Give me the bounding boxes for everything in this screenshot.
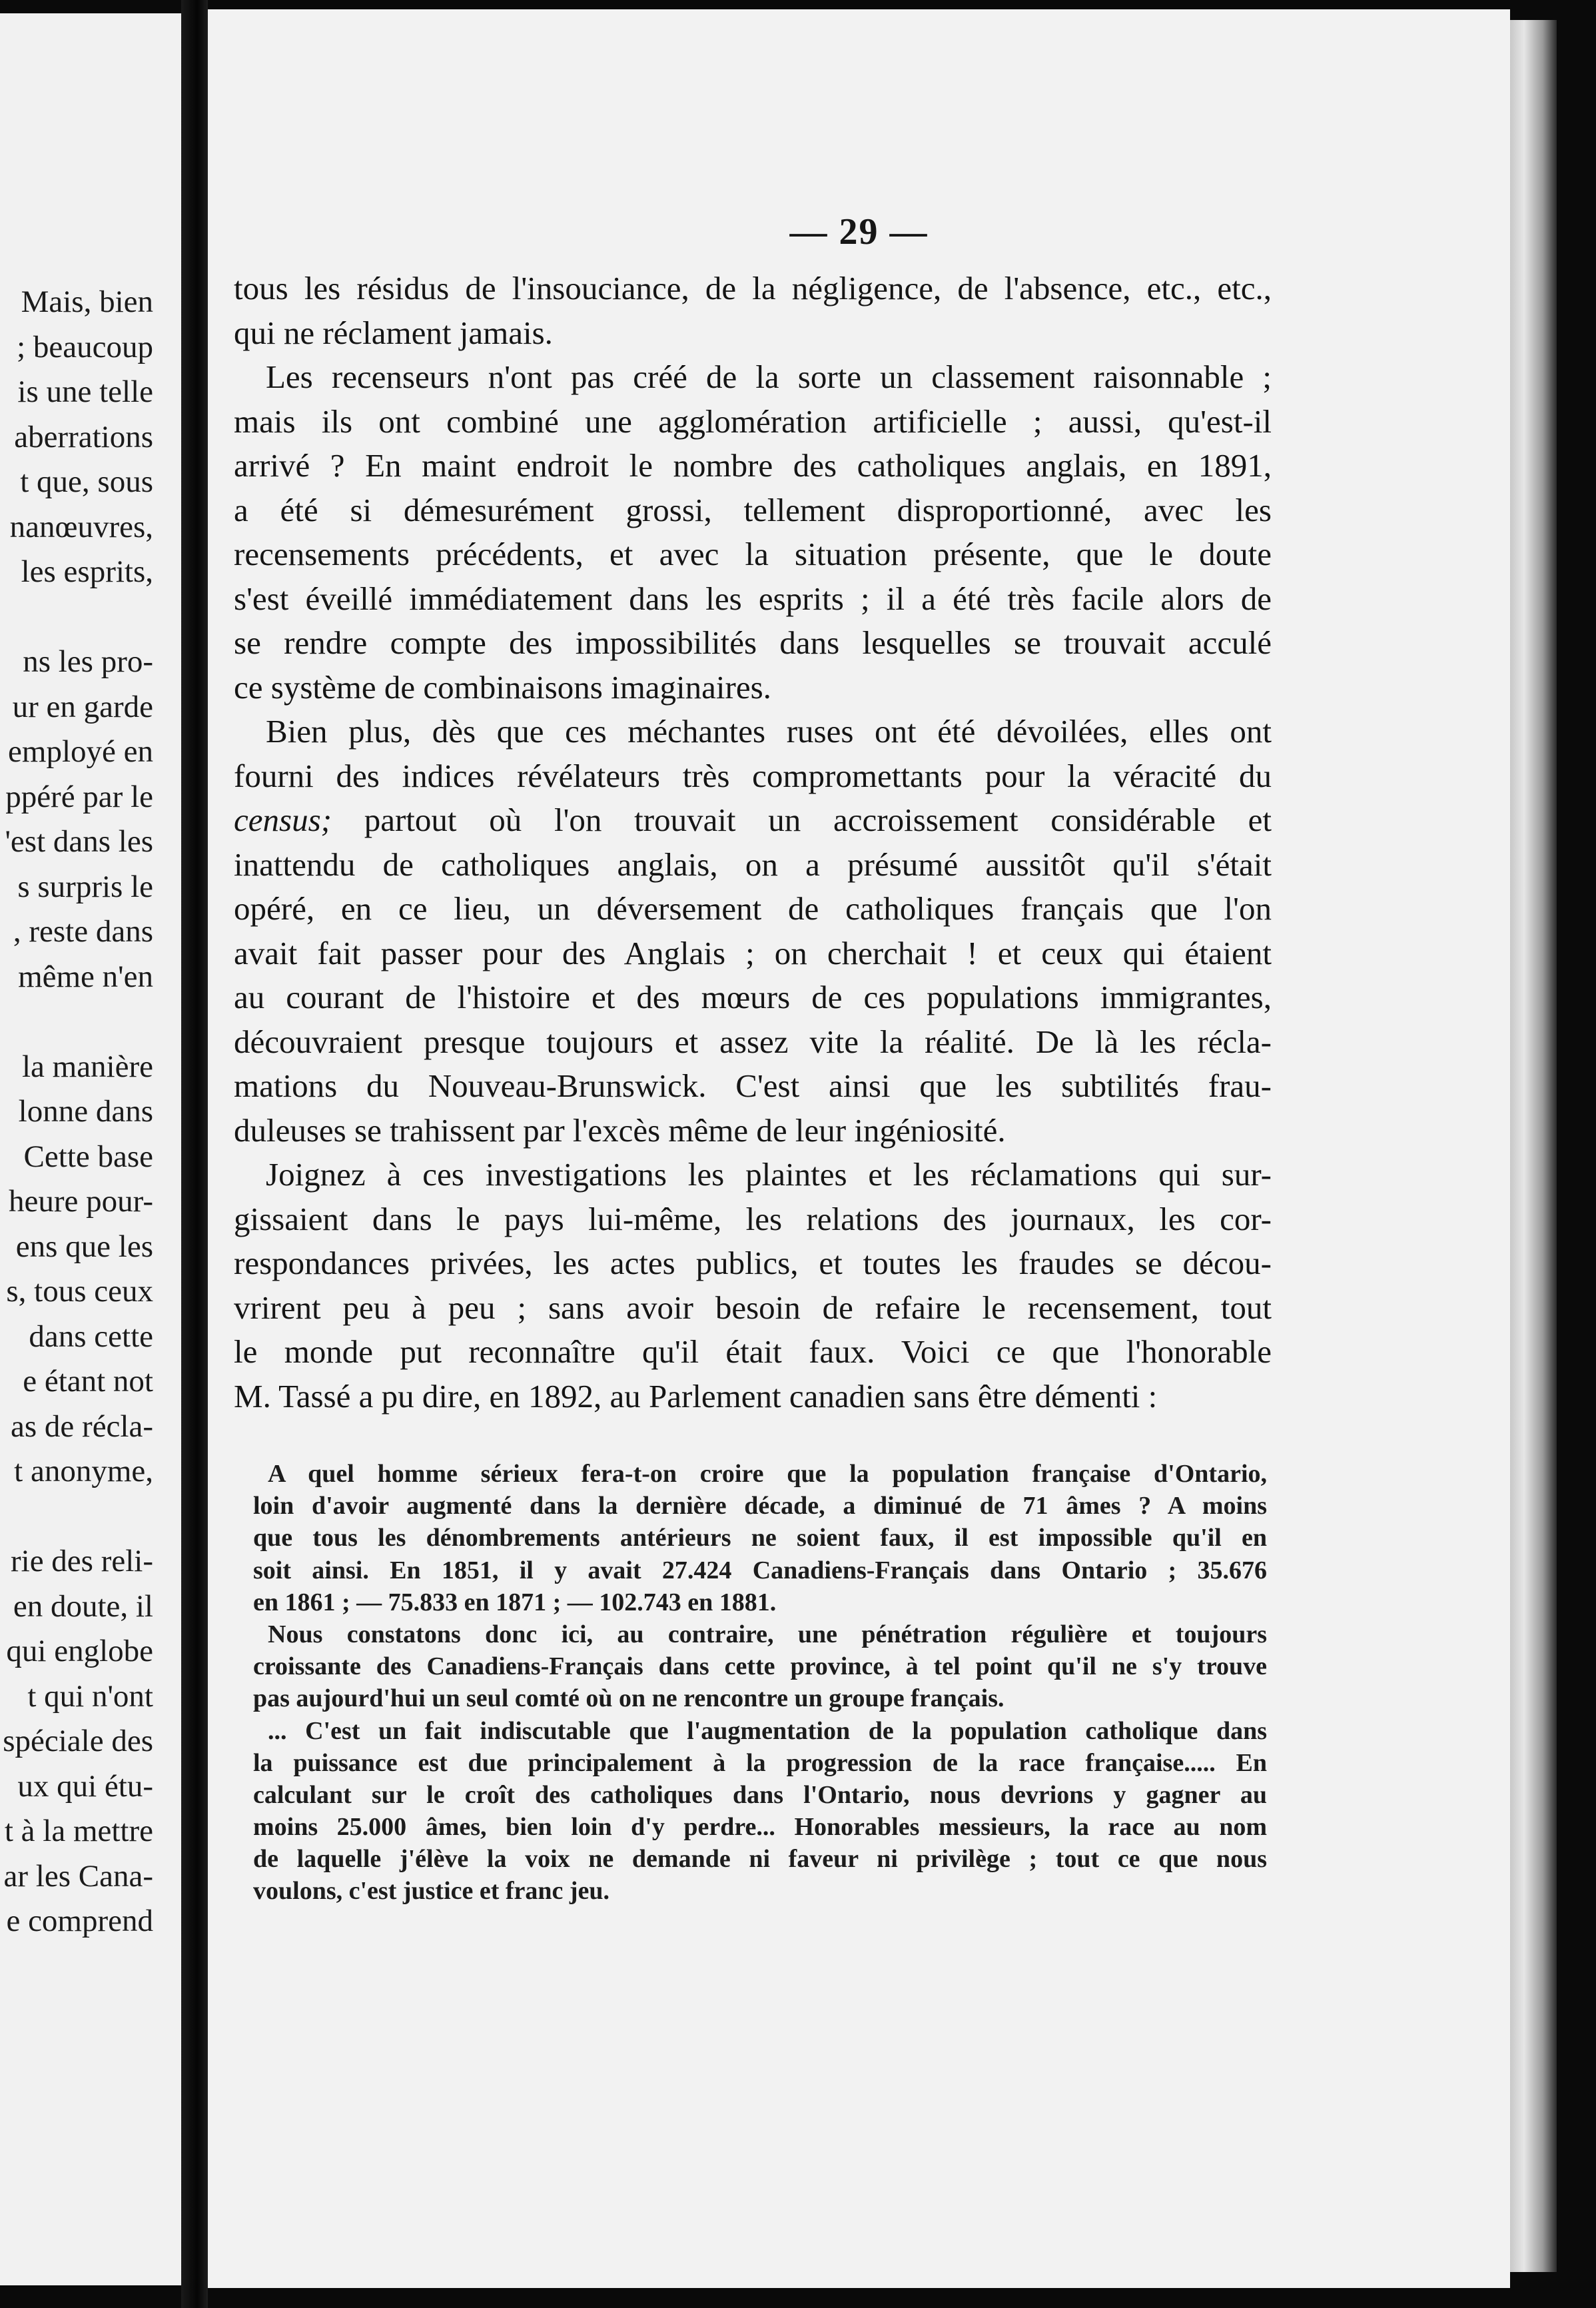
quote-line: en 1861 ; — 75.833 en 1871 ; — 102.743 en 1881. bbox=[253, 1588, 777, 1616]
body-line: recensements précédents, et avec la situation présente, que le doute bbox=[234, 536, 1272, 572]
left-page-line: Cette base bbox=[23, 1139, 153, 1174]
left-page-line: t que, sous bbox=[20, 464, 153, 499]
left-page-line: e comprend bbox=[6, 1904, 153, 1938]
quote-line: Nous constatons donc ici, au contraire, une pénétration régulière et toujours bbox=[268, 1620, 1267, 1648]
left-page-line: Mais, bien bbox=[21, 285, 153, 319]
left-page-line: ur en garde bbox=[12, 689, 153, 724]
page-number: — 29 — bbox=[789, 211, 929, 253]
book-gutter bbox=[181, 0, 208, 2308]
quote-line: de laquelle j'élève la voix ne demande ni faveur ni privilège ; tout ce que nous bbox=[253, 1845, 1267, 1874]
left-page-line: e étant not bbox=[23, 1364, 153, 1399]
left-page-line: t qui n'ont bbox=[27, 1678, 153, 1714]
body-line: M. Tassé a pu dire, en 1892, au Parlement canadien sans être démenti : bbox=[234, 1377, 1158, 1415]
left-page-line: la manière bbox=[21, 1049, 153, 1084]
left-page-line: ; beaucoup bbox=[17, 329, 153, 364]
left-page-line: dans cette bbox=[29, 1319, 153, 1354]
left-page-line: s, tous ceux bbox=[6, 1274, 153, 1309]
body-line: a été si démesurément grossi, tellement disproportionné, avec les bbox=[234, 491, 1272, 528]
body-line: tous les résidus de l'insouciance, de la négligence, de l'absence, etc., etc., bbox=[234, 270, 1272, 306]
body-line: gissaient dans le pays lui-même, les relations des journaux, les cor- bbox=[234, 1200, 1272, 1237]
left-page-line: ar les Cana- bbox=[3, 1858, 153, 1894]
left-page-line: ux qui étu- bbox=[17, 1768, 153, 1804]
body-line: vrirent peu à peu ; sans avoir besoin de refaire le recensement, tout bbox=[234, 1289, 1272, 1326]
page-edge bbox=[1510, 20, 1557, 2272]
body-line: arrivé ? En maint endroit le nombre des catholiques anglais, en 1891, bbox=[234, 447, 1272, 484]
body-line: mations du Nouveau-Brunswick. C'est ainsi que les subtilités frau- bbox=[234, 1067, 1272, 1104]
body-line: au courant de l'histoire et des mœurs de ces populations immigrantes, bbox=[234, 979, 1272, 1015]
left-page-line: t anonyme, bbox=[14, 1454, 153, 1488]
body-line: respondances privées, les actes publics, et toutes les fraudes se décou- bbox=[234, 1245, 1272, 1281]
left-page-line: spéciale des bbox=[3, 1724, 153, 1758]
body-line: Les recenseurs n'ont pas créé de la sorte un classement raisonnable ; bbox=[266, 358, 1272, 395]
body-text bbox=[234, 267, 1272, 1419]
left-page-line: is une telle bbox=[17, 374, 153, 409]
quote-line: loin d'avoir augmenté dans la dernière décade, a diminué de 71 âmes ? A moins bbox=[253, 1492, 1267, 1520]
left-page-line: s surpris le bbox=[17, 869, 153, 904]
quote-line: pas aujourd'hui un seul comté où on ne rencontre un groupe français. bbox=[253, 1684, 1004, 1713]
quote-line: voulons, c'est justice et franc jeu. bbox=[253, 1877, 610, 1906]
italic-term: census; bbox=[234, 802, 332, 838]
left-page-line: as de récla- bbox=[11, 1409, 153, 1444]
body-line: le monde put reconnaître qu'il était faux. Voici ce que l'honorable bbox=[234, 1333, 1272, 1370]
quoted-speech bbox=[253, 1458, 1267, 1908]
body-line: s'est éveillé immédiatement dans les esprits ; il a été très facile alors de bbox=[234, 580, 1272, 617]
quote-line: A quel homme sérieux fera-t-on croire que la population française d'Ontario, bbox=[268, 1460, 1267, 1488]
left-page-line: heure pour- bbox=[9, 1184, 153, 1219]
left-page-line: en doute, il bbox=[13, 1588, 153, 1624]
quote-line: que tous les dénombrements antérieurs ne soient faux, il est impossible qu'il en bbox=[253, 1524, 1267, 1552]
left-page-line: qui englobe bbox=[6, 1634, 153, 1668]
quote-line: calculant sur le croît des catholiques dans l'Ontario, nous devrions y gagner au bbox=[253, 1780, 1267, 1809]
left-page-line: t à la mettre bbox=[4, 1814, 153, 1848]
left-page-line: ns les pro- bbox=[23, 644, 153, 679]
previous-page-fragment bbox=[0, 13, 181, 2285]
body-line: inattendu de catholiques anglais, on a présumé aussitôt qu'il s'était bbox=[234, 846, 1272, 883]
left-page-line: lonne dans bbox=[18, 1094, 153, 1129]
left-page-line: nanœuvres, bbox=[9, 509, 153, 544]
body-line: se rendre compte des impossibilités dans lesquelles se trouvait acculé bbox=[234, 624, 1272, 661]
quote-line: moins 25.000 âmes, bien loin d'y perdre... Honorables messieurs, la race au nom bbox=[253, 1813, 1267, 1842]
body-line: qui ne réclament jamais. bbox=[234, 314, 553, 351]
body-line: opéré, en ce lieu, un déversement de catholiques français que l'on bbox=[234, 890, 1272, 927]
left-page-line: les esprits, bbox=[21, 554, 153, 589]
left-page-line: employé en bbox=[8, 734, 153, 769]
left-page-line: ens que les bbox=[15, 1229, 153, 1264]
body-line: avait fait passer pour des Anglais ; on cherchait ! et ceux qui étaient bbox=[234, 934, 1272, 971]
body-line: découvraient presque toujours et assez vite la réalité. De là les récla- bbox=[234, 1023, 1272, 1060]
left-page-line: aberrations bbox=[14, 419, 153, 454]
left-page-line: 'est dans les bbox=[5, 824, 153, 859]
left-page-line: ppéré par le bbox=[5, 779, 153, 814]
quote-line: ... C'est un fait indiscutable que l'augmentation de la population catholique dans bbox=[268, 1716, 1267, 1745]
quote-line: croissante des Canadiens-Français dans cette province, à tel point qu'il ne s'y trouve bbox=[253, 1652, 1267, 1681]
body-line: mais ils ont combiné une agglomération artificielle ; aussi, qu'est-il bbox=[234, 402, 1272, 440]
left-page-line: rie des reli- bbox=[10, 1544, 153, 1578]
left-page-line: , reste dans bbox=[13, 914, 153, 949]
left-page-line: même n'en bbox=[18, 959, 153, 994]
body-line: ce système de combinaisons imaginaires. bbox=[234, 668, 771, 706]
body-line: Bien plus, dès que ces méchantes ruses ont été dévoilées, elles ont bbox=[266, 713, 1272, 750]
body-line: census; partout où l'on trouvait un accroissement considérable et bbox=[234, 802, 1272, 838]
quote-line: la puissance est due principalement à la progression de la race française..... En bbox=[253, 1748, 1267, 1777]
body-line: Joignez à ces investigations les plaintes et les réclamations qui sur- bbox=[266, 1156, 1272, 1193]
quote-line: soit ainsi. En 1851, il y avait 27.424 Canadiens-Français dans Ontario ; 35.676 bbox=[253, 1556, 1267, 1584]
body-line: duleuses se trahissent par l'excès même de leur ingéniosité. bbox=[234, 1111, 1006, 1149]
body-line: fourni des indices révélateurs très compromettants pour la véracité du bbox=[234, 757, 1272, 794]
